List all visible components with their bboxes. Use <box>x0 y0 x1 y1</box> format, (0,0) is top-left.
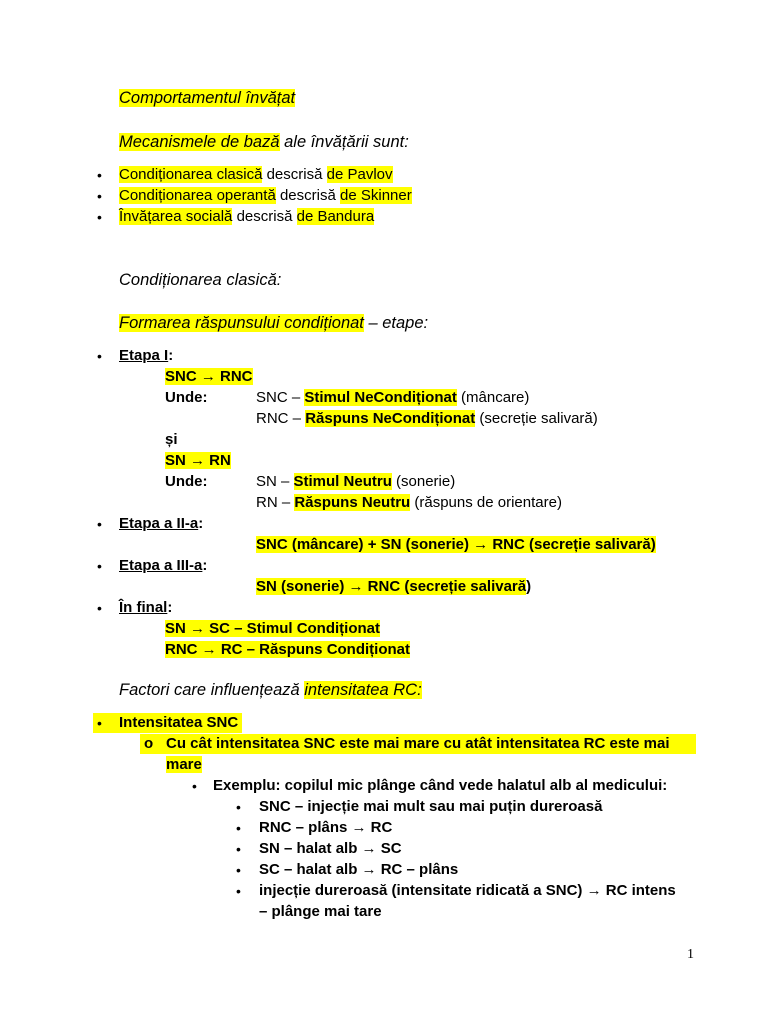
stage1-unde2: Unde: <box>165 473 208 490</box>
stage1-si: și <box>165 431 178 448</box>
bullet-icon: • <box>236 883 241 899</box>
stage1-def-rn: RN – Răspuns Neutru (răspuns de orientare) <box>256 494 562 511</box>
bullet-icon: • <box>192 778 197 794</box>
list-item: Învățarea socială descrisă de Bandura <box>119 208 375 225</box>
stage3-formula: SN (sonerie) → RNC (secreție salivară) <box>256 578 532 595</box>
bullet-icon: • <box>97 516 102 532</box>
example-line: Exemplu: copilul mic plânge când vede halatul alb al medicului: <box>213 777 668 794</box>
final-label: În final: <box>119 599 173 616</box>
stage3-label: Etapa a III-a: <box>119 557 208 574</box>
bullet-icon: • <box>97 348 102 364</box>
list-item: RNC – plâns → RC <box>259 819 393 836</box>
list-item-continuation: – plânge mai tare <box>259 903 382 920</box>
factor-item-1: Intensitatea SNC <box>119 714 239 731</box>
bullet-icon: • <box>97 600 102 616</box>
factor-sub-1-line1: Cu cât intensitatea SNC este mai mare cu atât intensitatea RC este mai <box>166 735 670 752</box>
bullet-icon: • <box>236 862 241 878</box>
bullet-icon: • <box>97 188 102 204</box>
circle-bullet-icon: o <box>144 735 154 752</box>
bullet-icon: • <box>97 715 102 731</box>
stage2-formula: SNC (mâncare) + SN (sonerie) → RNC (secreție salivară) <box>256 536 656 553</box>
factors-heading: Factori care influențează intensitatea RC: <box>119 681 422 699</box>
stage1-def-snc: SNC – Stimul NeCondiționat (mâncare) <box>256 389 530 406</box>
stage1-label: Etapa I: <box>119 347 174 364</box>
bullet-icon: • <box>97 209 102 225</box>
bullet-icon: • <box>236 841 241 857</box>
page-title: Comportamentul învățat <box>119 89 296 107</box>
page-number: 1 <box>687 947 694 962</box>
final-line1: SN → SC – Stimul Condiționat <box>165 620 381 637</box>
stage1-def-rnc: RNC – Răspuns NeCondiționat (secreție salivară) <box>256 410 598 427</box>
factor-sub-1-line2: mare <box>166 756 202 773</box>
stage1-unde1: Unde: <box>165 389 208 406</box>
stage1-def-sn: SN – Stimul Neutru (sonerie) <box>256 473 456 490</box>
stage1-formula1: SNC → RNC <box>165 368 253 385</box>
bullet-icon: • <box>236 799 241 815</box>
stage2-label: Etapa a II-a: <box>119 515 204 532</box>
list-item: SN – halat alb → SC <box>259 840 402 857</box>
list-item: SC – halat alb → RC – plâns <box>259 861 459 878</box>
final-line2: RNC → RC – Răspuns Condiționat <box>165 641 411 658</box>
list-item: injecție dureroasă (intensitate ridicată a SNC) → RC intens <box>259 882 676 899</box>
list-item: Condiționarea operantă descrisă de Skinner <box>119 187 412 204</box>
formation-heading: Formarea răspunsului condiționat – etape: <box>119 314 429 332</box>
classical-heading: Condiționarea clasică: <box>119 271 282 289</box>
list-item: SNC – injecție mai mult sau mai puțin dureroasă <box>259 798 603 815</box>
mechanisms-heading: Mecanismele de bază ale învățării sunt: <box>119 133 409 151</box>
bullet-icon: • <box>97 558 102 574</box>
bullet-icon: • <box>236 820 241 836</box>
stage1-formula2: SN → RN <box>165 452 231 469</box>
bullet-icon: • <box>97 167 102 183</box>
list-item: Condiționarea clasică descrisă de Pavlov <box>119 166 393 183</box>
